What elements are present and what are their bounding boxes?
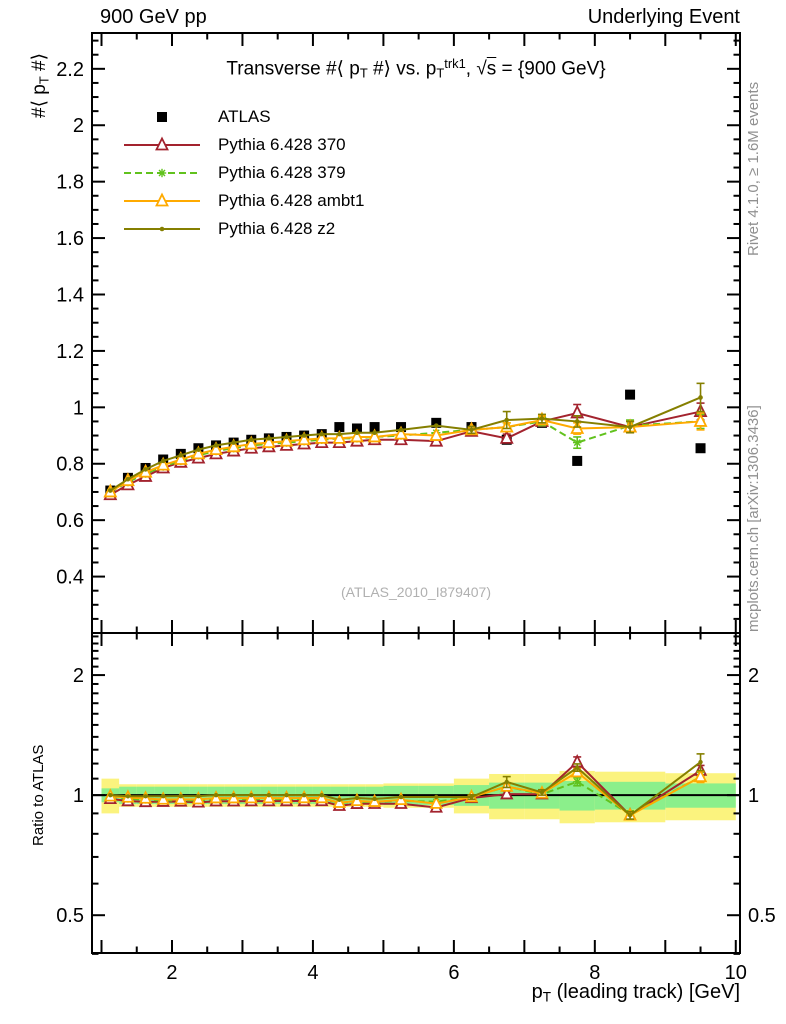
ytick-label-main: 0.8 bbox=[56, 453, 84, 476]
data-marker-dot bbox=[231, 440, 236, 445]
ytick-label-main: 1.8 bbox=[56, 171, 84, 194]
data-marker-dot bbox=[249, 793, 253, 797]
data-marker-dot bbox=[469, 428, 474, 433]
data-marker-dot bbox=[355, 430, 360, 435]
legend-label-pythia-6-428-379: Pythia 6.428 379 bbox=[218, 163, 346, 182]
data-marker-dot bbox=[575, 419, 580, 424]
legend-item-pythia-6-428-370 bbox=[120, 134, 364, 156]
text-segment: T bbox=[542, 989, 552, 1005]
mcplots-arxiv-note: mcplots.cern.ch [arXiv:1306.3436] bbox=[745, 405, 762, 632]
ytick-label-main: 0.6 bbox=[56, 510, 84, 533]
data-marker-dot bbox=[249, 437, 254, 442]
ytick-label-ratio-left: 1 bbox=[72, 785, 84, 808]
data-marker-dot bbox=[161, 794, 165, 798]
data-marker-dot bbox=[698, 395, 703, 400]
data-marker-dot bbox=[320, 793, 324, 797]
data-marker-square bbox=[696, 443, 706, 453]
data-marker-dot bbox=[399, 795, 403, 799]
data-marker-dot bbox=[161, 459, 166, 464]
data-marker-dot bbox=[505, 780, 509, 784]
text-segment: s bbox=[486, 58, 497, 80]
data-marker-dot bbox=[143, 467, 148, 472]
ytick-label-main: 2 bbox=[72, 115, 84, 138]
beam-energy-label: 900 GeV pp bbox=[100, 6, 207, 28]
text-segment: (leading track) [GeV] bbox=[551, 981, 740, 1003]
x-axis-label bbox=[92, 981, 740, 1004]
data-marker-dot bbox=[179, 794, 183, 798]
legend-label-pythia-6-428-z2: Pythia 6.428 z2 bbox=[218, 219, 336, 238]
xtick-label: 6 bbox=[448, 962, 460, 984]
data-marker-star bbox=[573, 778, 581, 786]
data-marker-dot bbox=[126, 794, 130, 798]
xtick-label: 4 bbox=[307, 962, 319, 984]
text-segment: #⟩ vs. p bbox=[367, 58, 437, 80]
data-marker-dot bbox=[355, 796, 359, 800]
data-marker-dot bbox=[575, 765, 579, 769]
legend-marker-pythia-6-428-ambt1 bbox=[120, 190, 204, 212]
data-marker-dot bbox=[267, 793, 271, 797]
data-marker-dot bbox=[160, 227, 165, 232]
data-marker-dot bbox=[372, 430, 377, 435]
legend-marker-pythia-6-428-z2 bbox=[120, 218, 204, 240]
ytick-label-main: 2.2 bbox=[56, 58, 84, 81]
data-marker-dot bbox=[337, 432, 342, 437]
rivet-version-note: Rivet 4.1.0, ≥ 1.6M events bbox=[745, 81, 762, 256]
data-marker-dot bbox=[267, 436, 272, 441]
analysis-id-watermark: (ATLAS_2010_I879407) bbox=[341, 584, 491, 600]
legend-label-atlas: ATLAS bbox=[218, 107, 271, 126]
plot-title bbox=[92, 56, 740, 81]
xtick-label: 2 bbox=[166, 962, 178, 984]
data-marker-dot bbox=[540, 416, 545, 421]
legend-item-atlas bbox=[120, 106, 364, 128]
data-marker-dot bbox=[126, 477, 131, 482]
y-axis-label-main bbox=[28, 53, 51, 118]
ytick-label-main: 1.6 bbox=[56, 228, 84, 251]
text-segment: #⟩ bbox=[29, 53, 50, 77]
data-marker-dot bbox=[469, 795, 473, 799]
data-marker-dot bbox=[302, 433, 307, 438]
text-segment: √ bbox=[476, 58, 487, 80]
data-marker-star bbox=[158, 169, 166, 177]
xtick-label: 8 bbox=[589, 962, 601, 984]
xtick-label: 10 bbox=[724, 962, 747, 984]
data-marker-dot bbox=[540, 790, 544, 794]
legend-label-pythia-6-428-370: Pythia 6.428 370 bbox=[218, 135, 346, 154]
data-marker-dot bbox=[284, 435, 289, 440]
data-marker-dot bbox=[372, 797, 376, 801]
ytick-label-ratio-right: 1 bbox=[748, 785, 760, 808]
ytick-label-main: 0.4 bbox=[56, 566, 84, 589]
data-marker-dot bbox=[628, 813, 632, 817]
legend-marker-pythia-6-428-379 bbox=[120, 162, 204, 184]
legend-marker-atlas bbox=[120, 106, 204, 128]
data-marker-dot bbox=[196, 794, 200, 798]
legend bbox=[120, 106, 364, 240]
legend-item-pythia-6-428-379 bbox=[120, 162, 364, 184]
text-segment: #⟨ p bbox=[29, 84, 50, 118]
ytick-label-ratio-right: 0.5 bbox=[748, 905, 776, 928]
ytick-label-main: 1.2 bbox=[56, 340, 84, 363]
data-marker-dot bbox=[214, 793, 218, 797]
data-marker-dot bbox=[214, 443, 219, 448]
data-marker-square bbox=[572, 456, 582, 466]
text-segment: = {900 GeV} bbox=[496, 58, 606, 80]
ytick-label-main: 1.4 bbox=[56, 284, 84, 307]
data-marker-dot bbox=[434, 423, 439, 428]
legend-marker-pythia-6-428-370 bbox=[120, 134, 204, 156]
text-segment: T bbox=[359, 65, 368, 81]
data-marker-dot bbox=[143, 794, 147, 798]
data-marker-dot bbox=[319, 432, 324, 437]
legend-item-pythia-6-428-ambt1 bbox=[120, 190, 364, 212]
legend-label-pythia-6-428-ambt1: Pythia 6.428 ambt1 bbox=[218, 191, 365, 210]
ytick-label-ratio-left: 2 bbox=[72, 665, 84, 688]
data-marker-dot bbox=[698, 760, 702, 764]
y-axis-label-ratio: Ratio to ATLAS bbox=[30, 744, 47, 846]
data-marker-dot bbox=[231, 793, 235, 797]
data-marker-dot bbox=[628, 425, 633, 430]
data-marker-dot bbox=[178, 453, 183, 458]
analysis-group-label: Underlying Event bbox=[587, 6, 740, 28]
data-marker-dot bbox=[108, 488, 113, 493]
data-marker-dot bbox=[337, 798, 341, 802]
data-marker-dot bbox=[504, 418, 509, 423]
text-segment: trk1 bbox=[444, 56, 466, 71]
data-marker-dot bbox=[399, 428, 404, 433]
data-marker-star bbox=[573, 438, 581, 446]
legend-item-pythia-6-428-z2 bbox=[120, 218, 364, 240]
text-segment: Transverse #⟨ p bbox=[226, 58, 360, 80]
data-marker-dot bbox=[284, 793, 288, 797]
data-marker-square bbox=[157, 112, 167, 122]
text-segment: T bbox=[36, 76, 52, 85]
text-segment: p bbox=[531, 981, 543, 1003]
text-segment: T bbox=[436, 65, 445, 81]
data-marker-dot bbox=[434, 795, 438, 799]
data-marker-dot bbox=[302, 793, 306, 797]
data-marker-square bbox=[625, 390, 635, 400]
ytick-label-main: 1 bbox=[72, 397, 84, 420]
data-marker-dot bbox=[196, 447, 201, 452]
ytick-label-ratio-left: 0.5 bbox=[56, 905, 84, 928]
text-segment: , bbox=[465, 58, 477, 80]
data-marker-dot bbox=[108, 793, 112, 797]
ytick-label-ratio-right: 2 bbox=[748, 665, 760, 688]
